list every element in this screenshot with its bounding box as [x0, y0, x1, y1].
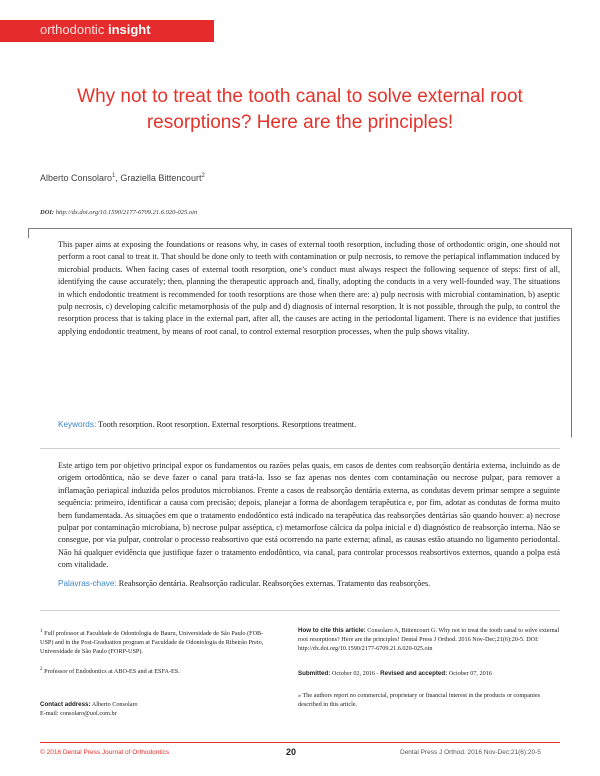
citation-block — [298, 627, 560, 653]
affiliation-text: Full professor at Faculdade de Odontologia de Bauru, Universidade de São Paulo (FOB-USP) and in the Post-Graduation program at Faculdade de Odontologia de Ribeirão Preto, Universidade de São Paulo (FORP-USP). — [40, 630, 264, 655]
footer-journal: Dental Press J Orthod. 2016 Nov-Dec;21(6):20-5 — [400, 749, 541, 756]
affiliation-text: Professor of Endodontics at ABO-ES and at ESFA-ES. — [44, 668, 180, 676]
disclosure-block: » The authors report no commercial, proprietary or financial interest in the products or companies described in this article. — [298, 692, 540, 708]
keywords-label: Keywords: — [58, 420, 97, 429]
palavras-chave-label: Palavras-chave: — [58, 579, 117, 588]
palavras-chave-text: Reabsorção dentária. Reabsorção radicular. Reabsorções externas. Tratamento das reabsorções. — [118, 579, 431, 588]
doi-label: DOI: — [40, 209, 55, 216]
revised-label: Revised and accepted: — [380, 670, 448, 677]
section-divider — [40, 448, 560, 449]
palavras-chave-line — [58, 579, 560, 588]
revised-date: October 07, 2016 — [448, 670, 492, 677]
citation-text: Consolaro A, Bittencourt G. Why not to treat the tooth canal to solve external root resorptions? Here are the principles! Dental Press J Orthod. 2016 Nov-Dec;21(6):20-5. DOI: http://dx.doi.org/10.1590/2177-6709.21.6.020-025.oin — [298, 627, 560, 652]
article-title: Why not to treat the tooth canal to solve external root resorptions? Here are the principles! — [77, 86, 523, 133]
contact-email[interactable]: consolaro@uol.com.br — [60, 709, 117, 717]
section-banner-text — [40, 22, 151, 37]
affiliation-sup: 2 — [40, 666, 43, 672]
footer-copyright: © 2016 Dental Press Journal of Orthodontics — [40, 749, 170, 756]
author-sup: 1 — [112, 173, 116, 179]
author-sup: 2 — [201, 173, 205, 179]
author-name: Graziella Bittencourt — [120, 173, 202, 183]
dates-block: Submitted: October 02, 2016 - Revised and accepted: October 07, 2016 — [298, 670, 492, 677]
author-list: Alberto Consolaro$^1$, Graziella Bittencourt$^2$ — [40, 173, 205, 183]
email-label: E-mail: — [40, 709, 59, 717]
author-name: Alberto Consolaro — [40, 173, 113, 183]
footnote-divider — [40, 610, 560, 611]
submitted-label: Submitted: — [298, 670, 331, 677]
doi-link[interactable]: http://dx.doi.org/10.1590/2177-6709.21.6.020-025.oin — [55, 209, 198, 216]
affiliation-sup: 1 — [40, 628, 43, 634]
contact-block — [40, 701, 268, 719]
submitted-date: October 02, 2016 — [331, 670, 375, 677]
page-number: 20 — [286, 747, 297, 757]
footer-rule — [40, 742, 560, 743]
banner-light-text: orthodontic — [40, 22, 105, 37]
keywords-text: Tooth resorption. Root resorption. External resorptions. Resorptions treatment. — [98, 420, 357, 429]
citation-label: How to cite this article: — [298, 627, 366, 634]
affiliation-2 — [40, 665, 268, 677]
resumo-text: Este artigo tem por objetivo principal expor os fundamentos ou razões pelas quais, em casos de dentes com reabsorção dentária externa, incluindo as de origem ortodôntica, não se deve fazer o canal para tratá-la. Isso se faz apenas nos dentes com contaminação ou necrose pulpar, para remover a inflamação periapical induzida pelos produtos microbianos. Frente a casos de reabsorção dentária externa, as condutas devem primar sempre a seguinte sequência: primeiro, identificar a causa com precisão; depois, planejar a forma de abordagem terapêutica e, por fim, adotar as condutas de forma muito bem fundamentada. As situações em que o tratamento endodôntico está indicado na terapêutica das reabsorções dentárias são quando houver: a) necrose pulpar por contaminação microbiana, b) necrose pulpar asséptica, c) metamorfose cálcica da polpa inicial e d) diagnóstico de reabsorção interna. Não se consegue, por via pulpar, controlar o processo reabsortivo que está ocorrendo na parte externa; afinal, as causas estão atuando no ligamento periodontal. Não há qualquer evidência que justifique fazer o tratamento endodôntico, via canal, para controlar processos reabsortivos externos, quando a polpa está com vitalidade. — [58, 461, 560, 570]
contact-label: Contact address: — [40, 701, 91, 708]
contact-name: Alberto Consolaro — [91, 701, 138, 708]
keywords-line — [58, 420, 560, 429]
section-banner — [0, 20, 214, 42]
abstract-text: This paper aims at exposing the foundations or reasons why, in cases of external tooth resorption, including those of orthodontic origin, one should not perform a root canal to treat it. That should be done only to teeth with contamination or pulp necrosis, to remove the periapical inflammation induced by microbial products. When facing cases of external tooth resorption, one’s conduct must always respect the following sequence of steps: first of all, identifying the cause accurately; then, planning the therapeutic approach and, finally, adopting the conducts in a very well-founded way. The situations in which endodontic treatment is recommended for tooth resorptions are those when there are: a) pulp necrosis with microbial contamination, b) aseptic pulp necrosis, c) developing calcific metamorphosis of the pulp and d) diagnosis of internal resorption. It is not possible, through the pulp, to control the resorption process that is taking place in the external part, after all, the causes are acting in the periodontal ligament. There is no evidence that justifies applying endodontic treatment, by means of root canal, to control external resorption processes, when the pulp shows vitality. — [58, 240, 560, 336]
affiliation-1 — [40, 627, 268, 656]
doi-line — [40, 209, 197, 216]
banner-bold-text: insight — [107, 22, 151, 37]
